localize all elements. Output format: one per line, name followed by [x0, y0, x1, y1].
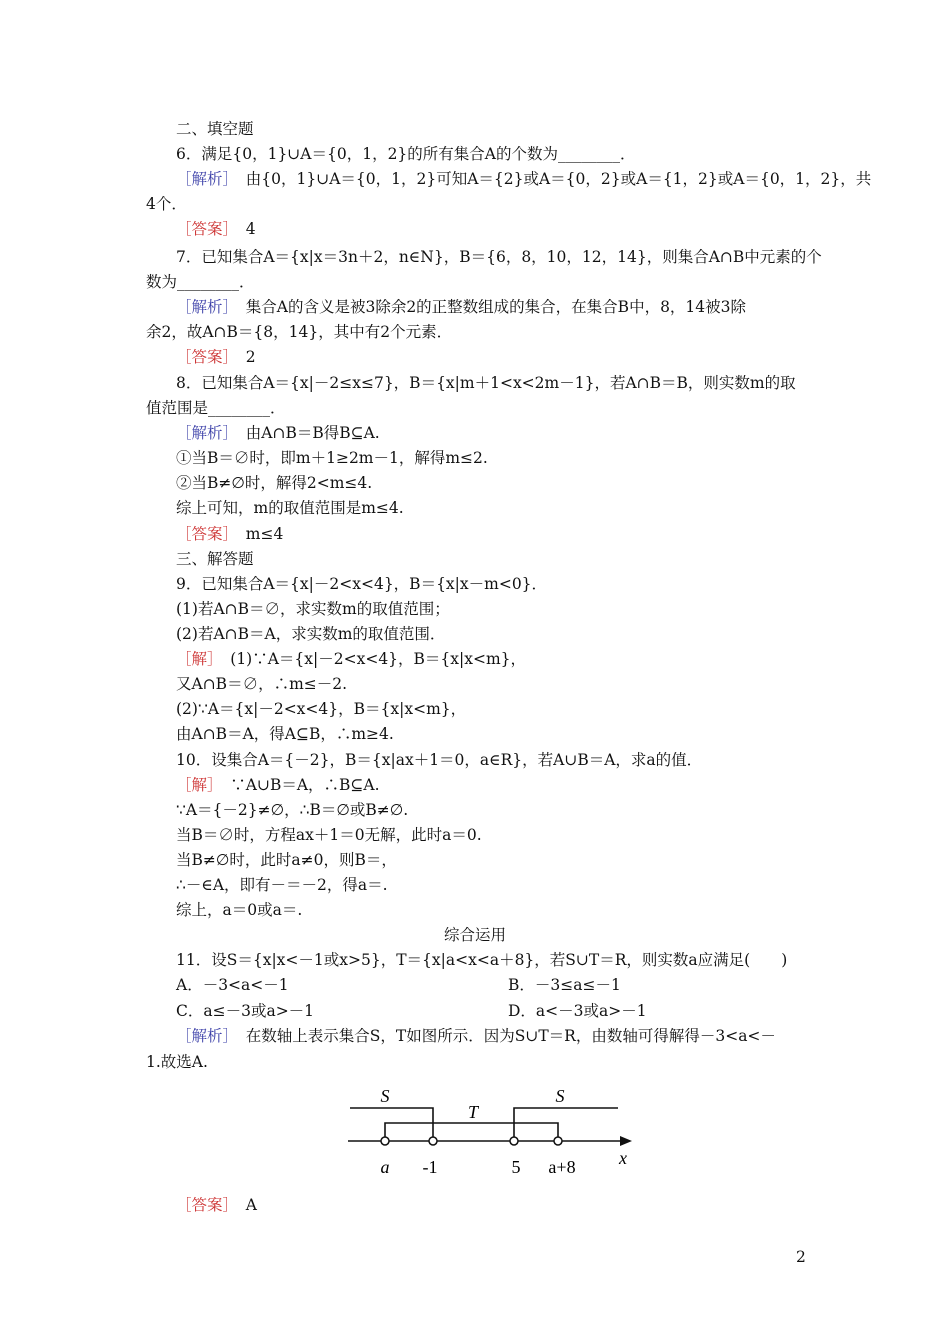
point-a-plus-8 — [554, 1137, 562, 1145]
analysis-label: ［解析］ — [176, 298, 231, 316]
q9-text: 9．已知集合A＝{x|－2<x<4}，B＝{x|x－m<0}． — [176, 575, 548, 593]
answer-label: ［答案］ — [176, 220, 231, 238]
tick-label-5: 5 — [511, 1157, 521, 1177]
option-a: A．－3<a<－1 — [176, 976, 289, 994]
axis-label-x: x — [619, 1148, 627, 1168]
q7-text-cont: 数为________． — [146, 273, 255, 291]
q8-text-cont: 值范围是________． — [146, 399, 286, 417]
q10-line3: 当B＝∅时，方程ax＋1＝0无解，此时a＝0. — [176, 826, 482, 844]
q9-solution-2b: 由A∩B＝A，得A⊆B，∴m≥4. — [176, 725, 394, 743]
answer-label: ［答案］ — [176, 1196, 231, 1214]
tick-label-neg1: -1 — [422, 1157, 438, 1177]
q11-answer: ［答案］ A — [176, 1196, 257, 1214]
solution-label: ［解］ — [176, 650, 215, 668]
q8-analysis: ［解析］ 由A∩B＝B得B⊆A. — [176, 424, 380, 442]
q9-solution-1b: 又A∩B＝∅，∴m≤－2. — [176, 675, 348, 693]
q8-text: 8．已知集合A＝{x|－2≤x≤7}，B＝{x|m＋1<x<2m－1}，若A∩B＝B，则实数m的取 — [176, 374, 796, 392]
q6-analysis-cont: 4个． — [146, 195, 187, 213]
set-t-bracket — [385, 1123, 558, 1140]
section-heading-solve: 三、解答题 — [176, 550, 254, 568]
number-line-figure — [340, 1080, 640, 1180]
q7-analysis-cont: 余2，故A∩B＝{8，14}，其中有2个元素． — [146, 323, 453, 341]
tick-label-a-plus-8: a+8 — [548, 1157, 576, 1177]
analysis-label: ［解析］ — [176, 170, 231, 188]
q8-summary: 综上可知，m的取值范围是m≤4. — [176, 499, 404, 517]
q10-solution: ［解］ ∵A∪B＝A，∴B⊆A. — [176, 776, 380, 794]
label-s-right: S — [555, 1086, 565, 1106]
q11-analysis: ［解析］ 在数轴上表示集合S，T如图所示．因为S∪T＝R，由数轴可得解得－3<a<－ — [176, 1027, 776, 1045]
axis-arrow — [620, 1136, 632, 1146]
point-5 — [510, 1137, 518, 1145]
answer-label: ［答案］ — [176, 348, 231, 366]
q10-line4: 当B≠∅时，此时a≠0，则B＝， — [176, 851, 397, 869]
q10-text: 10．设集合A＝{－2}，B＝{x|ax＋1＝0，a∈R}，若A∪B＝A，求a的值． — [176, 751, 703, 769]
q7-analysis: ［解析］ 集合A的含义是被3除余2的正整数组成的集合，在集合B中，8，14被3除 — [176, 298, 747, 316]
analysis-label: ［解析］ — [176, 1027, 231, 1045]
q6-text: 6．满足{0，1}∪A＝{0，1，2}的所有集合A的个数为________． — [176, 145, 636, 163]
q6-answer: ［答案］ 4 — [176, 220, 256, 238]
answer-label: ［答案］ — [176, 525, 231, 543]
q8-case1: ①当B＝∅时，即m＋1≥2m－1，解得m≤2. — [176, 449, 488, 467]
q10-line2: ∵A＝{－2}≠∅，∴B＝∅或B≠∅. — [176, 801, 409, 819]
solution-label: ［解］ — [176, 776, 215, 794]
q8-case2: ②当B≠∅时，解得2<m≤4. — [176, 474, 373, 492]
set-s-right-bracket — [514, 1108, 618, 1140]
set-s-left-bracket — [350, 1108, 433, 1140]
point-a — [381, 1137, 389, 1145]
q7-text: 7．已知集合A＝{x|x＝3n＋2，n∈N}，B＝{6，8，10，12，14}，则集合A∩B中元素的个 — [176, 248, 822, 266]
point-neg1 — [429, 1137, 437, 1145]
q9-part2: (2)若A∩B＝A，求实数m的取值范围． — [176, 625, 446, 643]
label-s-left: S — [380, 1086, 390, 1106]
q8-answer: ［答案］ m≤4 — [176, 525, 284, 543]
option-c: C．a≤－3或a>－1 — [176, 1002, 315, 1020]
option-b: B．－3≤a≤－1 — [508, 976, 621, 994]
option-d: D．a<－3或a>－1 — [508, 1002, 647, 1020]
q10-line5: ∴－∈A，即有－＝－2，得a＝. — [176, 876, 388, 894]
q7-answer: ［答案］ 2 — [176, 348, 256, 366]
page-number: 2 — [796, 1248, 806, 1266]
label-t: T — [467, 1102, 479, 1122]
q6-analysis: ［解析］ 由{0，1}∪A＝{0，1，2}可知A＝{2}或A＝{0，2}或A＝{1，2}或A＝{0，1，2}，共 — [176, 170, 872, 188]
tick-label-a: a — [380, 1157, 390, 1177]
section-comprehensive: 综合运用 — [443, 926, 506, 944]
q9-solution-2: (2)∵A＝{x|－2<x<4}，B＝{x|x<m}， — [176, 700, 467, 718]
q9-part1: (1)若A∩B＝∅，求实数m的取值范围； — [176, 600, 450, 618]
q9-solution: ［解］ (1)∵A＝{x|－2<x<4}，B＝{x|x<m}， — [176, 650, 527, 668]
q11-analysis-cont: 1.故选A. — [146, 1053, 208, 1071]
q10-line6: 综上，a＝0或a＝. — [176, 901, 303, 919]
section-heading-fill: 二、填空题 — [176, 120, 254, 138]
q11-text: 11．设S＝{x|x<－1或x>5}，T＝{x|a<x<a＋8}，若S∪T＝R，则实数a应满足( ) — [176, 951, 788, 969]
analysis-label: ［解析］ — [176, 424, 231, 442]
